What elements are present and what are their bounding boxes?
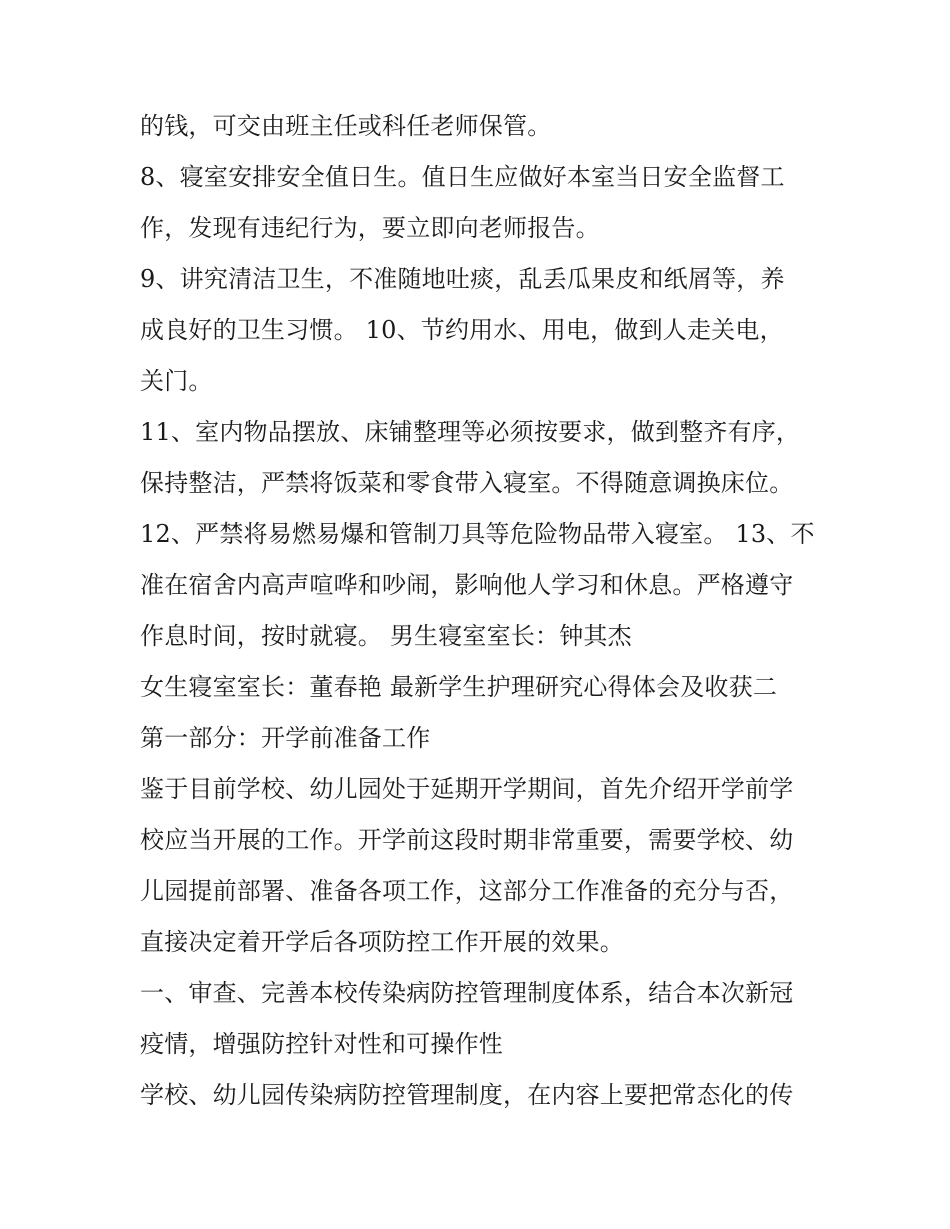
text-line: 儿园提前部署、准备各项工作，这部分工作准备的充分与否， — [140, 877, 794, 905]
text-line: 成良好的卫生习惯。 10、节约用水、用电，做到人走关电， — [140, 316, 784, 344]
text-line: 保持整洁，严禁将饭菜和零食带入寝室。不得随意调换床位。 — [140, 469, 794, 497]
text-line: 校应当开展的工作。开学前这段时期非常重要，需要学校、幼 — [140, 826, 794, 854]
text-line: 12、严禁将易燃易爆和管制刀具等危险物品带入寝室。 13、不 — [140, 520, 815, 548]
text-line: 作息时间，按时就寝。 男生寝室室长：钟其杰 — [140, 622, 632, 650]
text-line: 11、室内物品摆放、床铺整理等必须按要求，做到整齐有序， — [140, 418, 801, 446]
subsection-heading: 疫情，增强防控针对性和可操作性 — [140, 1030, 503, 1058]
subsection-heading: 一、审查、完善本校传染病防控管理制度体系，结合本次新冠 — [140, 979, 794, 1007]
text-line: 直接决定着开学后各项防控工作开展的效果。 — [140, 928, 624, 956]
text-line: 作，发现有违纪行为，要立即向老师报告。 — [140, 214, 600, 242]
text-line: 学校、幼儿园传染病防控管理制度，在内容上要把常态化的传 — [140, 1081, 794, 1109]
text-line: 的钱，可交由班主任或科任老师保管。 — [140, 112, 552, 140]
section-heading: 第一部分：开学前准备工作 — [140, 724, 431, 752]
document-body — [140, 101, 830, 1121]
text-line: 准在宿舍内高声喧哗和吵闹，影响他人学习和休息。严格遵守 — [140, 571, 794, 599]
text-line: 8、寝室安排安全值日生。值日生应做好本室当日安全监督工 — [140, 163, 785, 191]
text-line: 女生寝室室长：董春艳 最新学生护理研究心得体会及收获二 — [140, 673, 778, 701]
text-line: 9、讲究清洁卫生，不准随地吐痰，乱丢瓜果皮和纸屑等，养 — [140, 265, 785, 293]
text-line: 关门。 — [140, 367, 213, 395]
text-line: 鉴于目前学校、幼儿园处于延期开学期间，首先介绍开学前学 — [140, 775, 794, 803]
